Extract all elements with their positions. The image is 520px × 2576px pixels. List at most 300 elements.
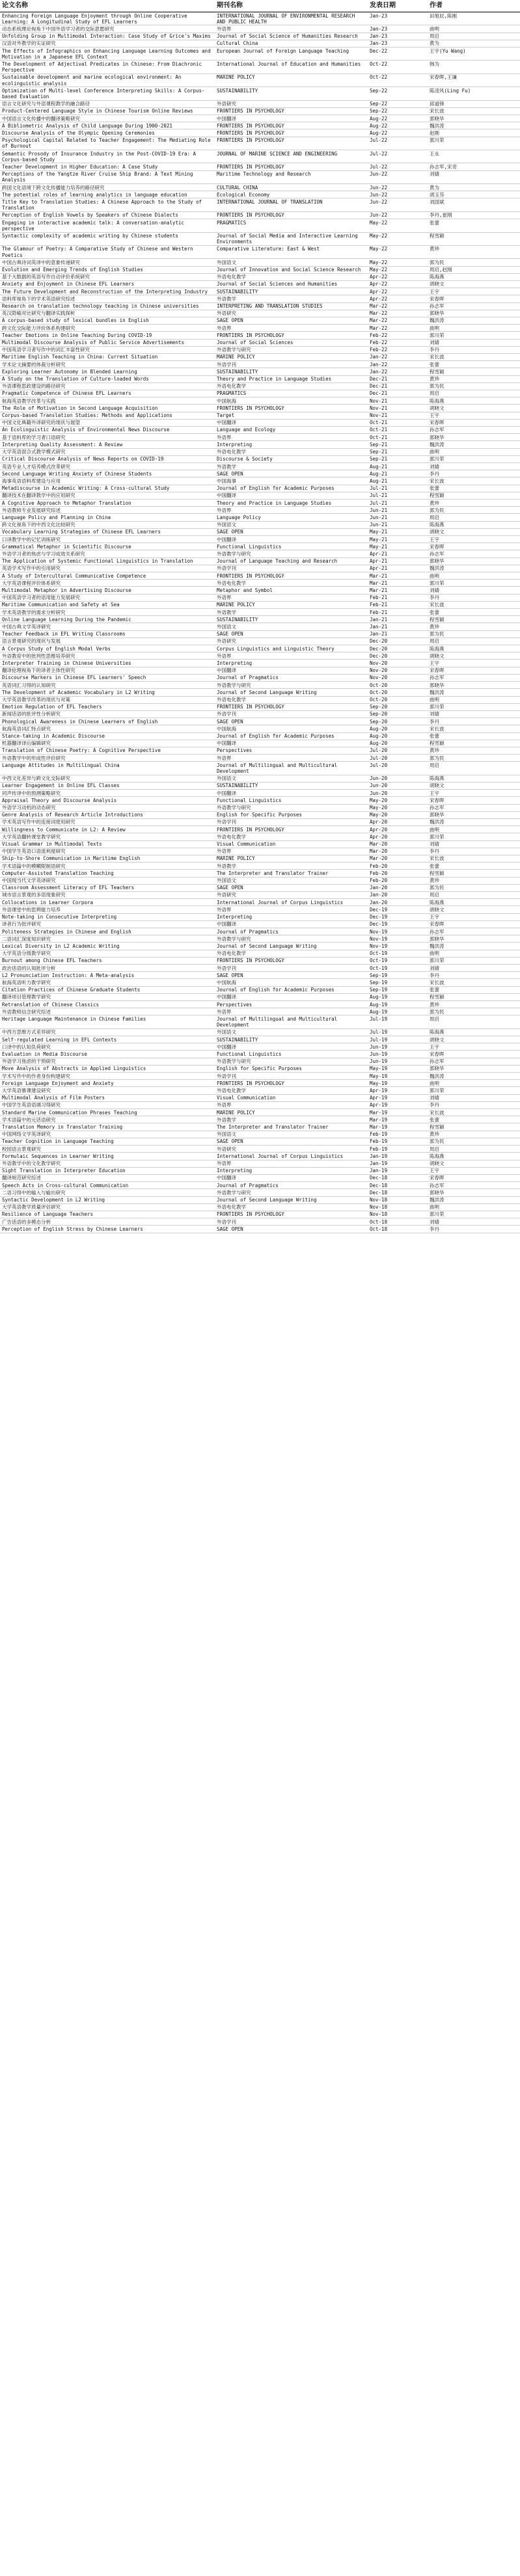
cell-journal: Cultural China: [215, 40, 368, 47]
table-body: [0, 12, 520, 1233]
cell-title: 跨文化视角下的中西文化比较研究: [0, 521, 215, 528]
cell-author: 郭为民: [428, 1138, 520, 1145]
cell-journal: 中国翻译: [215, 1174, 368, 1181]
cell-author: 宋春晖: [428, 1051, 520, 1058]
cell-journal: SAGE OPEN: [215, 470, 368, 477]
cell-author: 魏洪涛: [428, 1196, 520, 1203]
cell-date: Apr-21: [368, 565, 428, 572]
cell-title: Second Language Writing Anxiety of Chinese Students: [0, 470, 215, 477]
cell-journal: International Journal of Education and Humanities: [215, 60, 368, 74]
cell-title: Visual Grammar in Multimodal Texts: [0, 840, 215, 848]
cell-author: 陈海燕: [428, 273, 520, 280]
cell-journal: Functional Linguistics: [215, 1051, 368, 1058]
cell-journal: Discourse & Society: [215, 455, 368, 463]
cell-title: 外语学习焦虑的干预研究: [0, 1058, 215, 1065]
cell-date: Jan-19: [368, 1167, 428, 1174]
cell-title: The Development of Academic Vocabulary in L2 Writing: [0, 689, 215, 696]
cell-title: Classroom Assessment Literacy of EFL Teachers: [0, 884, 215, 891]
cell-journal: FRONTIERS IN PSYCHOLOGY: [215, 332, 368, 339]
cell-author: 宋长波: [428, 601, 520, 608]
cell-date: Jun-20: [368, 775, 428, 782]
cell-journal: 中国翻译: [215, 419, 368, 426]
cell-author: 郭川荣: [428, 332, 520, 339]
cell-journal: 外语研究: [215, 891, 368, 898]
cell-journal: Target: [215, 412, 368, 419]
cell-author: 李丹: [428, 470, 520, 477]
table-row: [0, 1226, 520, 1233]
cell-author: 宋春晖: [428, 667, 520, 674]
cell-date: Jun-20: [368, 790, 428, 797]
cell-author: 程雪颖: [428, 492, 520, 499]
cell-author: 王宇: [428, 790, 520, 797]
cell-author: 陈海燕: [428, 397, 520, 405]
cell-date: Feb-19: [368, 1131, 428, 1138]
cell-author: 刘婧: [428, 1094, 520, 1101]
cell-title: A Study of Intercultural Communicative Competence: [0, 572, 215, 580]
cell-journal: English for Specific Purposes: [215, 1065, 368, 1072]
cell-journal: 外语学刊: [215, 818, 368, 825]
table-row: [0, 346, 520, 353]
cell-title: 翻译项目管理教学研究: [0, 993, 215, 1000]
table-row: [0, 993, 520, 1000]
table-row: [0, 1073, 520, 1080]
table-row: [0, 877, 520, 884]
cell-author: 黄珍: [428, 1131, 520, 1138]
cell-journal: 外语界: [215, 25, 368, 33]
cell-date: Mar-19: [368, 1123, 428, 1131]
table-row: [0, 957, 520, 964]
cell-author: 李丹,崔刚: [428, 211, 520, 219]
cell-journal: 外国语文: [215, 521, 368, 528]
cell-author: 胡晓文: [428, 906, 520, 913]
cell-date: Dec-20: [368, 637, 428, 645]
cell-journal: Journal of Social Sciences: [215, 339, 368, 346]
cell-title: 外语课堂中的思辨能力培养: [0, 906, 215, 913]
cell-journal: 外语教学与研究: [215, 682, 368, 689]
cell-author: 李丹: [428, 594, 520, 601]
cell-date: Sep-21: [368, 441, 428, 448]
cell-date: Jan-19: [368, 1160, 428, 1167]
cell-title: Perception of English Vowels by Speakers of Chinese Dialects: [0, 211, 215, 219]
cell-journal: Perspectives: [215, 1001, 368, 1008]
table-row: [0, 747, 520, 754]
cell-date: Aug-21: [368, 463, 428, 470]
cell-author: 王宇: [428, 1043, 520, 1051]
table-row: [0, 565, 520, 572]
cell-title: Enhancing Foreign Language Enjoyment through Online Cooperative Learning: A Longitudinal Study of EFL Learners: [0, 12, 215, 25]
cell-author: 郭为民: [428, 382, 520, 390]
table-row: [0, 60, 520, 74]
cell-journal: Journal of Social Sciences and Humanities: [215, 280, 368, 288]
cell-date: May-22: [368, 232, 428, 245]
cell-title: The Future Development and Reconstruction of the Interpreting Industry: [0, 288, 215, 295]
cell-title: 基于大数据的英语写作自动评价系统研究: [0, 273, 215, 280]
cell-author: 郭晓华: [428, 434, 520, 441]
cell-title: 语料库视角下的学术英语研究综述: [0, 295, 215, 302]
cell-journal: Visual Communication: [215, 840, 368, 848]
cell-date: Jun-22: [368, 211, 428, 219]
cell-date: Apr-22: [368, 280, 428, 288]
cell-author: 张蕾: [428, 219, 520, 232]
cell-journal: Functional Linguistics: [215, 797, 368, 804]
table-row: [0, 1211, 520, 1218]
cell-author: 孙志军: [428, 550, 520, 557]
table-row: [0, 935, 520, 943]
table-row: [0, 302, 520, 310]
table-row: [0, 33, 520, 40]
table-row: [0, 1051, 520, 1058]
cell-date: Dec-19: [368, 906, 428, 913]
table-row: [0, 899, 520, 906]
cell-title: Self-regulated Learning in EFL Contexts: [0, 1036, 215, 1043]
cell-author: 胡晓文: [428, 1160, 520, 1167]
table-row: [0, 129, 520, 137]
header-date: 发表日期: [368, 0, 428, 12]
cell-date: Nov-18: [368, 1203, 428, 1211]
cell-author: 曲明: [428, 448, 520, 455]
cell-author: 王宇: [428, 1167, 520, 1174]
table-row: [0, 891, 520, 898]
cell-author: 张蕾: [428, 732, 520, 740]
cell-journal: International Journal of Corpus Linguistics: [215, 1153, 368, 1160]
cell-date: May-19: [368, 1080, 428, 1087]
table-row: [0, 507, 520, 514]
cell-author: 宋长波: [428, 107, 520, 114]
cell-journal: Journal of Social Media and Interactive Learning Environments: [215, 232, 368, 245]
cell-author: 黄为: [428, 40, 520, 47]
cell-journal: 外语学刊: [215, 565, 368, 572]
cell-title: 中国古典文学英译研究: [0, 623, 215, 630]
table-row: [0, 12, 520, 25]
cell-title: Translation Memory in Translator Training: [0, 1123, 215, 1131]
cell-date: Nov-20: [368, 674, 428, 681]
cell-title: 翻译伦理视角下的译者主体性研究: [0, 667, 215, 674]
cell-title: Standard Marine Communication Phrases Teaching: [0, 1109, 215, 1116]
cell-title: Product-Centered Language Style in Chinese Tourism Online Reviews: [0, 107, 215, 114]
cell-title: 大学英语教学质量评估研究: [0, 1203, 215, 1211]
cell-author: 郭川荣: [428, 833, 520, 840]
table-row: [0, 950, 520, 957]
cell-title: Computer-Assisted Translation Teaching: [0, 870, 215, 877]
cell-date: Jan-20: [368, 884, 428, 891]
table-row: [0, 790, 520, 797]
cell-author: 郭为民: [428, 259, 520, 266]
cell-date: Nov-21: [368, 397, 428, 405]
cell-author: 张蕾: [428, 863, 520, 870]
table-row: [0, 280, 520, 288]
table-row: [0, 455, 520, 463]
cell-date: Dec-21: [368, 375, 428, 382]
cell-journal: Journal of Multilingual and Multicultural Development: [215, 762, 368, 775]
cell-title: 学术论文摘要的体裁分析研究: [0, 361, 215, 368]
table-row: [0, 339, 520, 346]
cell-title: Teacher Development in Higher Education: A Case Study: [0, 163, 215, 170]
cell-journal: Interpreting: [215, 1167, 368, 1174]
cell-author: 刘婧: [428, 710, 520, 718]
table-row: [0, 107, 520, 114]
cell-journal: Journal of English for Academic Purposes: [215, 986, 368, 993]
cell-author: 魏洪涛: [428, 122, 520, 129]
cell-date: Aug-22: [368, 122, 428, 129]
cell-date: May-21: [368, 536, 428, 543]
cell-journal: MARINE POLICY: [215, 74, 368, 87]
cell-date: Feb-22: [368, 339, 428, 346]
cell-date: Aug-19: [368, 993, 428, 1000]
cell-title: Burnout among Chinese EFL Teachers: [0, 957, 215, 964]
table-row: [0, 965, 520, 972]
cell-title: 中国英语学习者写作中的词汇丰富性研究: [0, 346, 215, 353]
cell-date: Feb-19: [368, 1146, 428, 1153]
cell-author: 王宇: [428, 660, 520, 667]
cell-author: 宋春晖: [428, 295, 520, 302]
cell-author: 刘婧: [428, 840, 520, 848]
cell-title: 大学英语混合式教学模式研究: [0, 448, 215, 455]
cell-date: Jan-22: [368, 353, 428, 360]
cell-journal: SAGE OPEN: [215, 317, 368, 324]
cell-journal: FRONTIERS IN PSYCHOLOGY: [215, 572, 368, 580]
cell-journal: SUSTAINABILITY: [215, 87, 368, 100]
cell-date: Mar-22: [368, 310, 428, 317]
cell-date: Dec-21: [368, 390, 428, 397]
cell-journal: Journal of Pragmatics: [215, 674, 368, 681]
table-row: [0, 1080, 520, 1087]
cell-date: Aug-21: [368, 477, 428, 485]
table-row: [0, 405, 520, 412]
cell-date: Jan-21: [368, 616, 428, 623]
cell-date: Jun-19: [368, 1043, 428, 1051]
cell-journal: European Journal of Foreign Language Teaching: [215, 47, 368, 60]
cell-title: Formulaic Sequences in Learner Writing: [0, 1153, 215, 1160]
cell-author: 程雪颖: [428, 232, 520, 245]
table-row: [0, 1196, 520, 1203]
cell-author: 郭为民: [428, 755, 520, 762]
cell-date: Feb-21: [368, 609, 428, 616]
cell-author: 黄珍: [428, 623, 520, 630]
cell-journal: 中国航海: [215, 397, 368, 405]
cell-journal: 外语界: [215, 848, 368, 855]
cell-date: Jul-20: [368, 755, 428, 762]
cell-journal: FRONTIERS IN PSYCHOLOGY: [215, 957, 368, 964]
cell-title: 航海英语听力教学研究: [0, 979, 215, 986]
cell-title: 学术写作中的作者身份构建研究: [0, 1073, 215, 1080]
cell-title: 语言景观研究的现状与发展: [0, 637, 215, 645]
table-row: [0, 390, 520, 397]
cell-date: Jul-20: [368, 762, 428, 775]
cell-journal: 中国航海: [215, 979, 368, 986]
cell-date: Jun-21: [368, 507, 428, 514]
cell-title: Lexical Diversity in L2 Academic Writing: [0, 943, 215, 950]
table-row: [0, 295, 520, 302]
cell-journal: SUSTAINABILITY: [215, 616, 368, 623]
cell-author: 曲明: [428, 1203, 520, 1211]
cell-journal: 外语研究: [215, 100, 368, 107]
cell-title: The Development of Adjectival Predicates in Chinese: From Diachronic Perspective: [0, 60, 215, 74]
table-row: [0, 25, 520, 33]
cell-author: 黄珍: [428, 1001, 520, 1008]
table-row: [0, 1008, 520, 1015]
cell-date: Dec-20: [368, 652, 428, 660]
cell-date: Apr-20: [368, 833, 428, 840]
cell-journal: 外国语文: [215, 623, 368, 630]
cell-title: An Ecolinguistic Analysis of Environmental News Discourse: [0, 426, 215, 433]
cell-title: Multimodal Discourse Analysis of Public Service Advertisements: [0, 339, 215, 346]
table-row: [0, 361, 520, 368]
table-row: [0, 448, 520, 455]
cell-author: 陈海燕: [428, 775, 520, 782]
cell-title: Pragmatic Competence of Chinese EFL Learners: [0, 390, 215, 397]
cell-author: 王宇: [428, 288, 520, 295]
cell-journal: 外语界: [215, 325, 368, 332]
cell-date: Oct-20: [368, 682, 428, 689]
table-row: [0, 87, 520, 100]
cell-journal: Language and Ecology: [215, 426, 368, 433]
cell-author: 曲明: [428, 572, 520, 580]
cell-author: 刘婧: [428, 1218, 520, 1226]
cell-date: May-21: [368, 528, 428, 535]
table-row: [0, 718, 520, 725]
table-row: [0, 740, 520, 747]
cell-date: May-22: [368, 219, 428, 232]
cell-title: Appraisal Theory and Discourse Analysis: [0, 797, 215, 804]
cell-journal: 外语界: [215, 1160, 368, 1167]
cell-author: 曲明: [428, 950, 520, 957]
cell-journal: 外语学刊: [215, 710, 368, 718]
cell-author: 孙志军: [428, 674, 520, 681]
cell-date: Jul-22: [368, 150, 428, 163]
table-row: [0, 594, 520, 601]
cell-journal: 中国翻译: [215, 920, 368, 928]
cell-journal: MARINE POLICY: [215, 855, 368, 862]
cell-date: Apr-19: [368, 1087, 428, 1094]
cell-author: 李丹: [428, 848, 520, 855]
cell-journal: 外语学刊: [215, 361, 368, 368]
cell-title: Multimodal Analysis of Film Posters: [0, 1094, 215, 1101]
cell-title: The Effects of Infographics on Enhancing Language Learning Outcomes and Motivation in a Japanese EFL Context: [0, 47, 215, 60]
cell-title: 校园语言景观研究: [0, 1146, 215, 1153]
cell-title: Research on translation technology teaching in Chinese universities: [0, 302, 215, 310]
cell-date: Aug-20: [368, 740, 428, 747]
cell-date: Jun-19: [368, 1051, 428, 1058]
table-row: [0, 382, 520, 390]
cell-title: Metadiscourse in Academic Writing: A Cross-cultural Study: [0, 485, 215, 492]
cell-date: Feb-22: [368, 332, 428, 339]
cell-author: 李丹: [428, 1226, 520, 1233]
cell-title: Evaluation in Media Discourse: [0, 1051, 215, 1058]
cell-journal: SAGE OPEN: [215, 884, 368, 891]
cell-date: Oct-21: [368, 434, 428, 441]
cell-journal: 外语界: [215, 434, 368, 441]
cell-date: Mar-19: [368, 1109, 428, 1116]
table-row: [0, 1138, 520, 1145]
cell-date: Feb-20: [368, 870, 428, 877]
table-row: [0, 1094, 520, 1101]
table-row: [0, 782, 520, 789]
table-row: [0, 492, 520, 499]
cell-title: The Glamour of Poetry: A Comparative Study of Chinese and Western Poetics: [0, 245, 215, 258]
cell-date: Oct-19: [368, 957, 428, 964]
cell-date: Mar-21: [368, 587, 428, 594]
cell-date: Feb-21: [368, 601, 428, 608]
cell-title: Sight Translation in Interpreter Education: [0, 1167, 215, 1174]
cell-date: Jul-20: [368, 747, 428, 754]
cell-journal: Journal of English for Academic Purposes: [215, 732, 368, 740]
cell-title: 大学英语翻转课堂教学研究: [0, 833, 215, 840]
cell-title: Grammatical Metaphor in Scientific Discourse: [0, 543, 215, 550]
cell-title: Phonological Awareness in Chinese Learners of English: [0, 718, 215, 725]
cell-journal: 中国翻译: [215, 740, 368, 747]
cell-title: 学术语篇中的模糊限制语研究: [0, 863, 215, 870]
cell-journal: SUSTAINABILITY: [215, 782, 368, 789]
cell-journal: MARINE POLICY: [215, 353, 368, 360]
cell-author: 曲明: [428, 1080, 520, 1087]
cell-author: 张蕾: [428, 609, 520, 616]
cell-date: Jan-23: [368, 12, 428, 25]
cell-author: 陈海燕: [428, 1028, 520, 1036]
cell-author: 黄珍: [428, 245, 520, 258]
cell-date: Aug-22: [368, 129, 428, 137]
table-row: [0, 163, 520, 170]
cell-author: 周启,赵刚: [428, 266, 520, 273]
table-row: [0, 913, 520, 920]
cell-title: The potential roles of learning analytics in language education: [0, 191, 215, 198]
cell-date: May-22: [368, 259, 428, 266]
cell-journal: 中国翻译: [215, 115, 368, 122]
cell-title: A Bibliometric Analysis of Child Language During 1900-2021: [0, 122, 215, 129]
table-row: [0, 1065, 520, 1072]
cell-author: 郭川荣: [428, 455, 520, 463]
cell-journal: SAGE OPEN: [215, 630, 368, 637]
cell-author: 王永: [428, 150, 520, 163]
cell-title: 大学英语教学改革的现状与对策: [0, 696, 215, 703]
cell-date: Oct-19: [368, 965, 428, 972]
cell-journal: Journal of Language Teaching and Research: [215, 557, 368, 565]
table-row: [0, 580, 520, 587]
table-row: [0, 536, 520, 543]
cell-title: 外语学习动机的动态研究: [0, 804, 215, 811]
cell-journal: FRONTIERS IN PSYCHOLOGY: [215, 405, 368, 412]
cell-journal: SAGE OPEN: [215, 1226, 368, 1233]
cell-title: 中国学生英语口语流利度研究: [0, 848, 215, 855]
cell-author: 郭川荣: [428, 1087, 520, 1094]
cell-journal: 中国翻译: [215, 1043, 368, 1051]
cell-date: Aug-19: [368, 1001, 428, 1008]
cell-date: Mar-22: [368, 325, 428, 332]
cell-author: 程雪颖: [428, 616, 520, 623]
cell-title: 海事英语语料库建设与应用: [0, 477, 215, 485]
cell-journal: MARINE POLICY: [215, 601, 368, 608]
cell-title: 大学英语慕课建设研究: [0, 1087, 215, 1094]
cell-journal: 外语电化教学: [215, 580, 368, 587]
cell-journal: 外语电化教学: [215, 1087, 368, 1094]
cell-journal: 外语教学: [215, 609, 368, 616]
cell-title: 城市语言景观的多语现象研究: [0, 891, 215, 898]
table-row: [0, 245, 520, 258]
cell-date: Jun-20: [368, 782, 428, 789]
cell-date: Apr-19: [368, 1101, 428, 1108]
cell-journal: Language Policy: [215, 514, 368, 521]
cell-title: 中国英语学习者的语用能力发展研究: [0, 594, 215, 601]
cell-journal: Interpreting: [215, 441, 368, 448]
cell-journal: 外语界: [215, 1101, 368, 1108]
cell-journal: Journal of Second Language Writing: [215, 1196, 368, 1203]
cell-title: Move Analysis of Abstracts in Applied Linguistics: [0, 1065, 215, 1072]
cell-journal: INTERNATIONAL JOURNAL OF TRANSLATION: [215, 198, 368, 211]
cell-date: Apr-19: [368, 1094, 428, 1101]
table-row: [0, 696, 520, 703]
cell-journal: 外语电化教学: [215, 950, 368, 957]
cell-journal: Journal of Innovation and Social Science Research: [215, 266, 368, 273]
cell-date: Nov-19: [368, 943, 428, 950]
